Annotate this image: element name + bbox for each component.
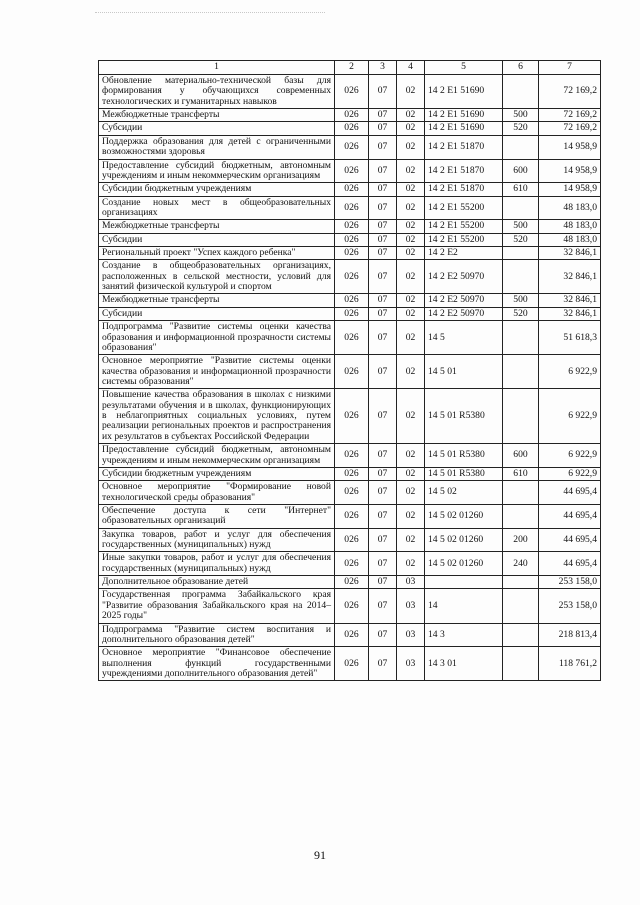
grbs-code-cell: 026 <box>335 183 369 196</box>
subsection-code-cell: 02 <box>397 444 425 468</box>
table-row <box>99 444 601 468</box>
expense-type-cell <box>503 247 539 260</box>
subsection-code-cell: 03 <box>397 589 425 623</box>
table-row <box>99 247 601 260</box>
target-article-cell: 14 2 E1 51690 <box>425 122 503 135</box>
grbs-code-cell: 026 <box>335 247 369 260</box>
expense-type-cell <box>503 576 539 589</box>
table-header-row <box>99 61 601 75</box>
subsection-code-cell: 02 <box>397 122 425 135</box>
item-name-cell: Субсидии бюджетным учреждениям <box>99 467 335 480</box>
subsection-code-cell: 02 <box>397 183 425 196</box>
target-article-cell: 14 2 E1 55200 <box>425 233 503 246</box>
grbs-code-cell: 026 <box>335 321 369 355</box>
item-name-cell: Субсидии <box>99 122 335 135</box>
column-header: 5 <box>425 61 503 75</box>
grbs-code-cell: 026 <box>335 355 369 389</box>
expense-type-cell: 500 <box>503 220 539 233</box>
grbs-code-cell: 026 <box>335 589 369 623</box>
section-code-cell: 07 <box>369 122 397 135</box>
section-code-cell: 07 <box>369 247 397 260</box>
amount-cell: 72 169,2 <box>539 109 601 122</box>
column-header: 1 <box>99 61 335 75</box>
target-article-cell: 14 3 01 <box>425 647 503 681</box>
item-name-cell: Создание новых мест в общеобразовательных организациях <box>99 196 335 220</box>
target-article-cell: 14 2 E2 50970 <box>425 260 503 294</box>
amount-cell: 44 695,4 <box>539 504 601 528</box>
target-article-cell: 14 5 01 R5380 <box>425 389 503 444</box>
expense-type-cell: 600 <box>503 444 539 468</box>
target-article-cell: 14 <box>425 589 503 623</box>
expense-type-cell <box>503 75 539 109</box>
target-article-cell: 14 5 02 01260 <box>425 552 503 576</box>
section-code-cell: 07 <box>369 589 397 623</box>
section-code-cell: 07 <box>369 307 397 320</box>
table-row <box>99 528 601 552</box>
section-code-cell: 07 <box>369 233 397 246</box>
target-article-cell: 14 2 E1 55200 <box>425 196 503 220</box>
expense-type-cell <box>503 504 539 528</box>
item-name-cell: Межбюджетные трансферты <box>99 294 335 307</box>
target-article-cell: 14 2 E1 55200 <box>425 220 503 233</box>
column-header: 6 <box>503 61 539 75</box>
target-article-cell: 14 5 02 01260 <box>425 528 503 552</box>
expense-type-cell: 610 <box>503 467 539 480</box>
amount-cell: 32 846,1 <box>539 247 601 260</box>
grbs-code-cell: 026 <box>335 481 369 505</box>
expense-type-cell <box>503 481 539 505</box>
grbs-code-cell: 026 <box>335 576 369 589</box>
amount-cell: 72 169,2 <box>539 122 601 135</box>
target-article-cell: 14 5 <box>425 321 503 355</box>
section-code-cell: 07 <box>369 504 397 528</box>
item-name-cell: Предоставление субсидий бюджетным, автономным учреждениям и иным некоммерческим организациям <box>99 159 335 183</box>
target-article-cell: 14 5 02 <box>425 481 503 505</box>
subsection-code-cell: 02 <box>397 481 425 505</box>
section-code-cell: 07 <box>369 220 397 233</box>
table-row <box>99 552 601 576</box>
section-code-cell: 07 <box>369 444 397 468</box>
subsection-code-cell: 03 <box>397 623 425 647</box>
amount-cell: 32 846,1 <box>539 260 601 294</box>
amount-cell: 14 958,9 <box>539 159 601 183</box>
item-name-cell: Иные закупки товаров, работ и услуг для обеспечения государственных (муниципальных) нужд <box>99 552 335 576</box>
item-name-cell: Обеспечение доступа к сети "Интернет" образовательных организаций <box>99 504 335 528</box>
amount-cell: 14 958,9 <box>539 183 601 196</box>
target-article-cell: 14 2 E1 51870 <box>425 159 503 183</box>
column-header: 3 <box>369 61 397 75</box>
expense-type-cell: 500 <box>503 109 539 122</box>
item-name-cell: Обновление материально-технической базы для формирования у обучающихся современных технологических и гуманитарных навыков <box>99 75 335 109</box>
subsection-code-cell: 02 <box>397 389 425 444</box>
amount-cell: 6 922,9 <box>539 355 601 389</box>
subsection-code-cell: 02 <box>397 135 425 159</box>
expense-type-cell: 520 <box>503 233 539 246</box>
item-name-cell: Закупка товаров, работ и услуг для обеспечения государственных (муниципальных) нужд <box>99 528 335 552</box>
subsection-code-cell: 02 <box>397 307 425 320</box>
target-article-cell: 14 2 E1 51870 <box>425 135 503 159</box>
table-row <box>99 122 601 135</box>
amount-cell: 32 846,1 <box>539 294 601 307</box>
amount-cell: 6 922,9 <box>539 444 601 468</box>
table-row <box>99 109 601 122</box>
section-code-cell: 07 <box>369 321 397 355</box>
item-name-cell: Подпрограмма "Развитие систем воспитания и дополнительного образования детей" <box>99 623 335 647</box>
amount-cell: 44 695,4 <box>539 481 601 505</box>
table-row <box>99 260 601 294</box>
section-code-cell: 07 <box>369 75 397 109</box>
table-row <box>99 159 601 183</box>
amount-cell: 6 922,9 <box>539 389 601 444</box>
section-code-cell: 07 <box>369 389 397 444</box>
amount-cell: 48 183,0 <box>539 220 601 233</box>
grbs-code-cell: 026 <box>335 135 369 159</box>
grbs-code-cell: 026 <box>335 504 369 528</box>
subsection-code-cell: 02 <box>397 355 425 389</box>
grbs-code-cell: 026 <box>335 294 369 307</box>
table-row <box>99 294 601 307</box>
table-row <box>99 389 601 444</box>
target-article-cell: 14 5 01 R5380 <box>425 467 503 480</box>
subsection-code-cell: 02 <box>397 196 425 220</box>
target-article-cell <box>425 576 503 589</box>
expense-type-cell <box>503 321 539 355</box>
grbs-code-cell: 026 <box>335 196 369 220</box>
table-row <box>99 196 601 220</box>
expense-type-cell <box>503 647 539 681</box>
item-name-cell: Основное мероприятие "Развитие системы оценки качества образования и информационной прозрачности системы образования" <box>99 355 335 389</box>
target-article-cell: 14 5 02 01260 <box>425 504 503 528</box>
grbs-code-cell: 026 <box>335 159 369 183</box>
table-row <box>99 647 601 681</box>
grbs-code-cell: 026 <box>335 623 369 647</box>
column-header: 4 <box>397 61 425 75</box>
subsection-code-cell: 02 <box>397 109 425 122</box>
grbs-code-cell: 026 <box>335 75 369 109</box>
table-row <box>99 355 601 389</box>
amount-cell: 48 183,0 <box>539 196 601 220</box>
expense-type-cell <box>503 389 539 444</box>
table-row <box>99 481 601 505</box>
expense-type-cell <box>503 196 539 220</box>
table-row <box>99 321 601 355</box>
expense-type-cell <box>503 623 539 647</box>
table-row <box>99 220 601 233</box>
section-code-cell: 07 <box>369 647 397 681</box>
table-row <box>99 307 601 320</box>
expense-type-cell <box>503 589 539 623</box>
section-code-cell: 07 <box>369 183 397 196</box>
subsection-code-cell: 02 <box>397 504 425 528</box>
grbs-code-cell: 026 <box>335 307 369 320</box>
subsection-code-cell: 02 <box>397 528 425 552</box>
target-article-cell: 14 5 01 R5380 <box>425 444 503 468</box>
section-code-cell: 07 <box>369 135 397 159</box>
item-name-cell: Повышение качества образования в школах с низкими результатами обучения и в школах, функционирующих в неблагоприятных социальных условиях, путем реализации региональных проектов и распространения их результатов в субъектах Российской Федерации <box>99 389 335 444</box>
section-code-cell: 07 <box>369 159 397 183</box>
table-row <box>99 135 601 159</box>
grbs-code-cell: 026 <box>335 552 369 576</box>
subsection-code-cell: 03 <box>397 576 425 589</box>
item-name-cell: Межбюджетные трансферты <box>99 109 335 122</box>
expense-type-cell <box>503 260 539 294</box>
target-article-cell: 14 2 E1 51690 <box>425 75 503 109</box>
amount-cell: 44 695,4 <box>539 528 601 552</box>
target-article-cell: 14 2 E2 50970 <box>425 307 503 320</box>
section-code-cell: 07 <box>369 260 397 294</box>
amount-cell: 72 169,2 <box>539 75 601 109</box>
section-code-cell: 07 <box>369 355 397 389</box>
amount-cell: 253 158,0 <box>539 589 601 623</box>
table-row <box>99 504 601 528</box>
table-row <box>99 183 601 196</box>
table-row <box>99 75 601 109</box>
grbs-code-cell: 026 <box>335 122 369 135</box>
subsection-code-cell: 02 <box>397 467 425 480</box>
expense-type-cell: 200 <box>503 528 539 552</box>
subsection-code-cell: 03 <box>397 647 425 681</box>
item-name-cell: Предоставление субсидий бюджетным, автономным учреждениям и иным некоммерческим организациям <box>99 444 335 468</box>
section-code-cell: 07 <box>369 481 397 505</box>
amount-cell: 6 922,9 <box>539 467 601 480</box>
amount-cell: 218 813,4 <box>539 623 601 647</box>
grbs-code-cell: 026 <box>335 260 369 294</box>
item-name-cell: Субсидии <box>99 233 335 246</box>
section-code-cell: 07 <box>369 623 397 647</box>
item-name-cell: Межбюджетные трансферты <box>99 220 335 233</box>
section-code-cell: 07 <box>369 109 397 122</box>
subsection-code-cell: 02 <box>397 75 425 109</box>
grbs-code-cell: 026 <box>335 647 369 681</box>
table-row <box>99 233 601 246</box>
amount-cell: 118 761,2 <box>539 647 601 681</box>
table-row <box>99 576 601 589</box>
section-code-cell: 07 <box>369 196 397 220</box>
expense-type-cell <box>503 135 539 159</box>
grbs-code-cell: 026 <box>335 528 369 552</box>
section-code-cell: 07 <box>369 467 397 480</box>
target-article-cell: 14 2 E1 51690 <box>425 109 503 122</box>
grbs-code-cell: 026 <box>335 233 369 246</box>
item-name-cell: Региональный проект "Успех каждого ребенка" <box>99 247 335 260</box>
target-article-cell: 14 5 01 <box>425 355 503 389</box>
item-name-cell: Субсидии <box>99 307 335 320</box>
subsection-code-cell: 02 <box>397 159 425 183</box>
table-row <box>99 467 601 480</box>
item-name-cell: Государственная программа Забайкальского края "Развитие образования Забайкальского края на 2014–2025 годы" <box>99 589 335 623</box>
target-article-cell: 14 2 E2 <box>425 247 503 260</box>
subsection-code-cell: 02 <box>397 220 425 233</box>
expense-type-cell: 600 <box>503 159 539 183</box>
grbs-code-cell: 026 <box>335 389 369 444</box>
subsection-code-cell: 02 <box>397 321 425 355</box>
subsection-code-cell: 02 <box>397 260 425 294</box>
subsection-code-cell: 02 <box>397 233 425 246</box>
expense-type-cell: 610 <box>503 183 539 196</box>
expense-type-cell: 500 <box>503 294 539 307</box>
amount-cell: 44 695,4 <box>539 552 601 576</box>
section-code-cell: 07 <box>369 294 397 307</box>
expense-type-cell: 520 <box>503 122 539 135</box>
section-code-cell: 07 <box>369 528 397 552</box>
subsection-code-cell: 02 <box>397 552 425 576</box>
table-row <box>99 623 601 647</box>
section-code-cell: 07 <box>369 552 397 576</box>
amount-cell: 32 846,1 <box>539 307 601 320</box>
table-row <box>99 589 601 623</box>
item-name-cell: Создание в общеобразовательных организациях, расположенных в сельской местности, условий для занятий физической культурой и спортом <box>99 260 335 294</box>
target-article-cell: 14 2 E1 51870 <box>425 183 503 196</box>
grbs-code-cell: 026 <box>335 220 369 233</box>
page-number: 91 <box>314 848 326 862</box>
subsection-code-cell: 02 <box>397 247 425 260</box>
column-header: 2 <box>335 61 369 75</box>
amount-cell: 253 158,0 <box>539 576 601 589</box>
target-article-cell: 14 2 E2 50970 <box>425 294 503 307</box>
amount-cell: 51 618,3 <box>539 321 601 355</box>
item-name-cell: Основное мероприятие "Финансовое обеспечение выполнения функций государственными учреждениями дополнительного образования детей" <box>99 647 335 681</box>
budget-table <box>98 60 601 681</box>
grbs-code-cell: 026 <box>335 444 369 468</box>
item-name-cell: Поддержка образования для детей с ограниченными возможностями здоровья <box>99 135 335 159</box>
column-header: 7 <box>539 61 601 75</box>
scan-artifact-line <box>95 12 325 13</box>
item-name-cell: Дополнительное образование детей <box>99 576 335 589</box>
amount-cell: 14 958,9 <box>539 135 601 159</box>
section-code-cell: 07 <box>369 576 397 589</box>
grbs-code-cell: 026 <box>335 109 369 122</box>
expense-type-cell: 240 <box>503 552 539 576</box>
expense-type-cell <box>503 355 539 389</box>
expense-type-cell: 520 <box>503 307 539 320</box>
grbs-code-cell: 026 <box>335 467 369 480</box>
subsection-code-cell: 02 <box>397 294 425 307</box>
amount-cell: 48 183,0 <box>539 233 601 246</box>
item-name-cell: Основное мероприятие "Формирование новой технологической среды образования" <box>99 481 335 505</box>
item-name-cell: Субсидии бюджетным учреждениям <box>99 183 335 196</box>
item-name-cell: Подпрограмма "Развитие системы оценки качества образования и информационной прозрачности системы образования" <box>99 321 335 355</box>
target-article-cell: 14 3 <box>425 623 503 647</box>
